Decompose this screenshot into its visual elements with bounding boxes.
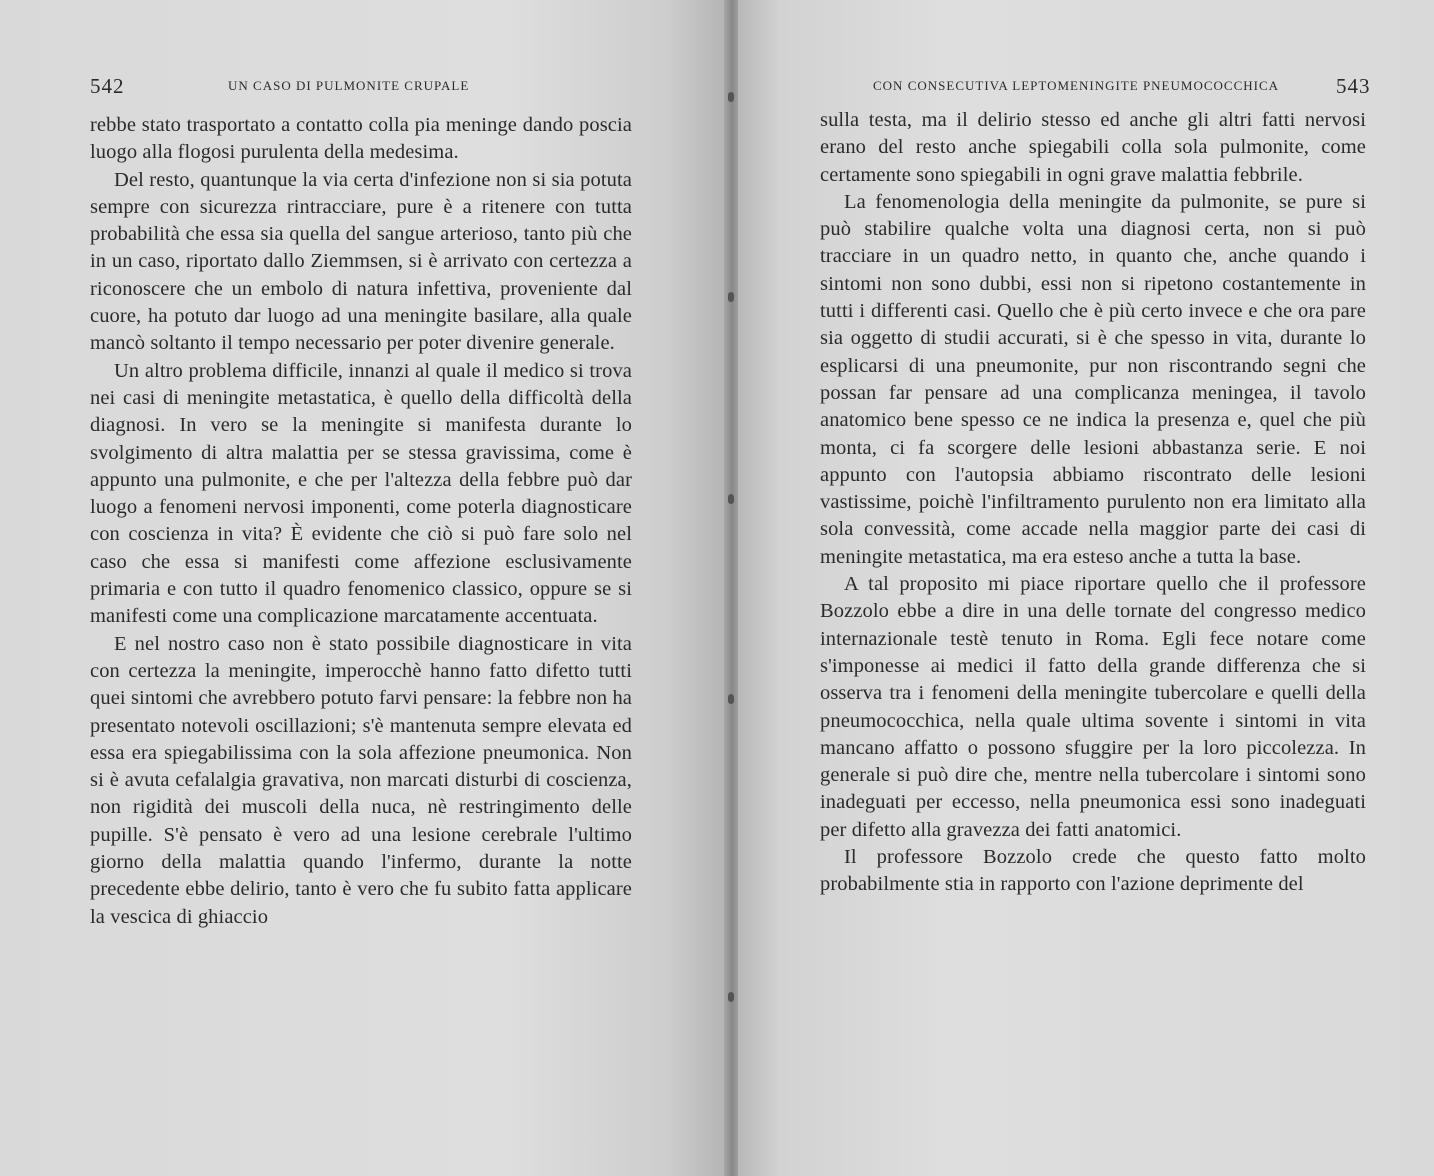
paragraph: La fenomenologia della meningite da pulmonite, se pure si può stabilire qualche volta una diagnosi certa, non si può tracciare in un quadro netto, in quanto che, anche quando i sintomi non sono dubbi, essi non si ripetono costantemente in tutti i differenti casi. Quello che è più certo invece e che ora pare sia oggetto di studii accurati, si è che spesso in vita, durante lo esplicarsi di una pneumonite, pur non riscontrando segni che possan far pensare ad una complicanza meningea, il tavolo anatomico bene spesso ce ne indica la presenza e, quel che più monta, ci fa scorgere delle lesioni abbastanza serie. E noi appunto con l'autopsia abbiamo riscontrato delle lesioni vastissime, poichè l'infiltramento purulento non era limitato alla sola convessità, come accade nella maggior parte dei casi di meningite metastatica, ma era esteso anche a tutta la base. xyxy=(820,190,1366,568)
paragraph: Il professore Bozzolo crede che questo fatto molto probabilmente stia in rapporto con l'azione deprimente del xyxy=(820,846,1366,896)
paragraph: E nel nostro caso non è stato possibile diagnosticare in vita con certezza la meningite, imperocchè hanno fatto difetto tutti quei sintomi che avrebbero potuto farvi pensare: la febbre non ha presentato notevoli oscillazioni; s'è mantenuta sempre elevata ed essa era spiegabilissima con la sola affezione pneumonica. Non si è avuta cefalalgia gravativa, non marcati disturbi di coscienza, non rigidità dei muscoli della nuca, nè restringimento delle pupille. S'è pensato è vero ad una lesione cerebrale l'ultimo giorno della malattia quando l'infermo, durante la notte precedente ebbe delirio, tanto è vero che fu subito fatta applicare la vescica di ghiaccio xyxy=(90,632,632,928)
page-number: 543 xyxy=(1336,74,1371,98)
running-head: UN CASO DI PULMONITE CRUPALE xyxy=(228,78,470,93)
page-number: 542 xyxy=(90,74,125,98)
right-page xyxy=(738,0,1434,1176)
paragraph: Un altro problema difficile, innanzi al quale il medico si trova nei casi di meningite metastatica, è quello della difficoltà della diagnosi. In vero se la meningite si manifesta durante lo svolgimento di altra malattia per se stessa gravissima, come è appunto una pulmonite, e che per l'altezza della febbre può dar luogo a fenomeni nervosi imponenti, come poterla diagnosticare con coscienza in vita? È evidente che ciò si può fare solo nel caso che essa si manifesti come affezione esclusivamente primaria e con tutto il quadro fenomenico classico, oppure se si manifesti come una complicazione marcatamente accentuata. xyxy=(90,359,632,628)
binding-stitch xyxy=(728,92,734,102)
body-text xyxy=(90,112,632,931)
body-text xyxy=(820,107,1366,899)
paragraph: rebbe stato trasportato a contatto colla pia meninge dando poscia luogo alla flogosi purulenta della medesima. xyxy=(90,114,632,164)
binding-stitch xyxy=(728,992,734,1002)
paragraph: Del resto, quantunque la via certa d'infezione non si sia potuta sempre con sicurezza rintracciare, pure è a ritenere con tutta probabilità che essa sia quella del sangue arterioso, tanto più che in un caso, riportato dallo Ziemmsen, si è arrivato con certezza a riconoscere che un embolo di natura infettiva, proveniente dal cuore, ha potuto dar luogo ad una meningite basilare, alla quale mancò soltanto il tempo necessario per poter divenire generale. xyxy=(90,168,632,355)
paragraph: A tal proposito mi piace riportare quello che il professore Bozzolo ebbe a dire in una delle tornate del congresso medico internazionale testè tenuto in Roma. Egli fece notare come s'imponesse ai medici il fatto della grande differenza che si osserva tra i fenomeni della meningite tubercolare e quelli della pneumococchica, nella quale ultima sovente i sintomi in vita mancano affatto o possono sfuggire per la loro piccolezza. In generale si può dire che, mentre nella tubercolare i sintomi sono inadeguati per eccesso, nella pneumonica essi sono inadeguati per difetto alla gravezza dei fatti anatomici. xyxy=(820,573,1366,841)
running-head: CON CONSECUTIVA LEPTOMENINGITE PNEUMOCOCCHICA xyxy=(873,78,1280,93)
binding-stitch xyxy=(728,494,734,504)
binding-stitch xyxy=(728,292,734,302)
binding-stitch xyxy=(728,694,734,704)
paragraph: sulla testa, ma il delirio stesso ed anche gli altri fatti nervosi erano del resto anche spiegabili colla sola pulmonite, come certamente sono spiegabili in ogni grave malattia febbrile. xyxy=(820,109,1366,186)
